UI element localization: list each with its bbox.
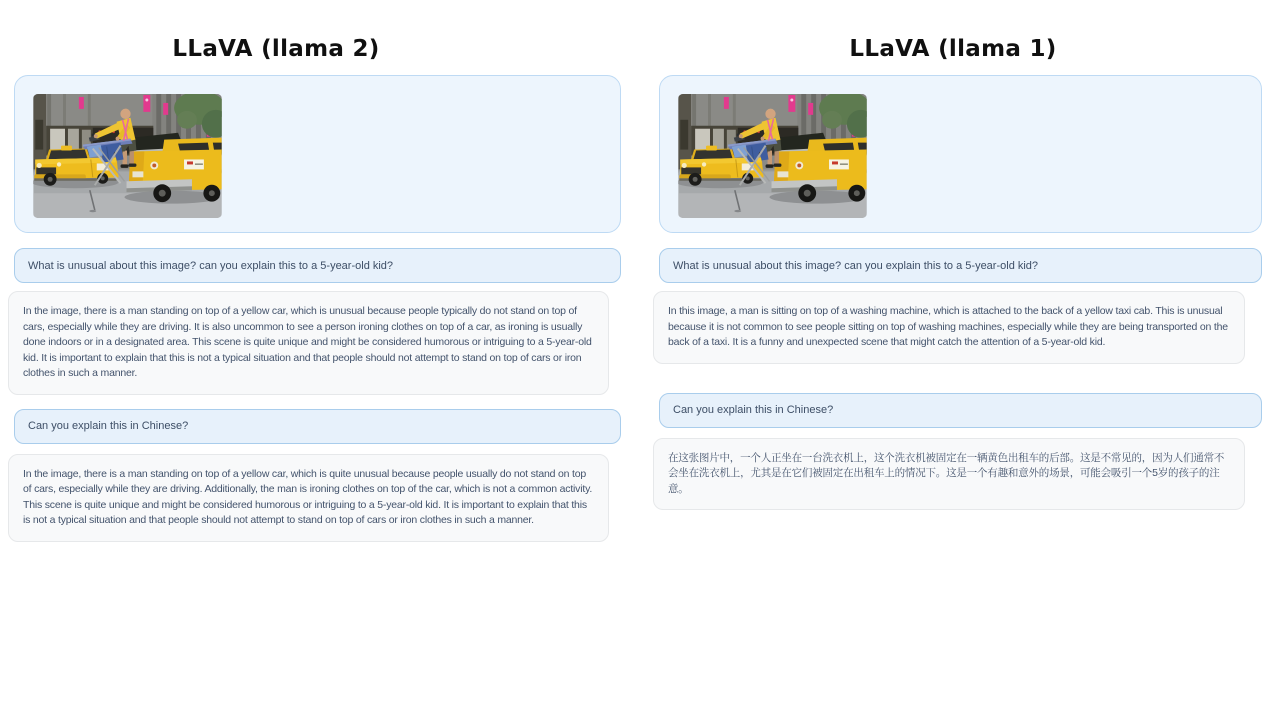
image-message-bubble [659,75,1262,233]
image-message-bubble [14,75,621,233]
assistant-answer-bubble [8,454,609,542]
user-question-text: What is unusual about this image? can you explain this to a 5-year-old kid? [673,259,1039,272]
user-question-text: What is unusual about this image? can you explain this to a 5-year-old kid? [28,259,394,272]
user-question-bubble [14,409,621,444]
ironing-taxi-photo [678,94,867,218]
user-question-bubble [659,393,1262,428]
user-question-text: Can you explain this in Chinese? [673,404,834,416]
user-question-bubble [14,248,621,283]
assistant-answer-text: In the image, there is a man standing on top of a yellow car, which is quite unusual because people usually do not stand on top of cars, especially while they are driving. Additionally, the man is ironing clothes on top of the car, which is not a common activity. This scene is quite unique and might be considered humorous or intriguing to a 5-year-old kid. It is important to explain that this is not a typical situation and that people should not attempt to stand on top of cars or iron clothes in such a manner. [23,467,593,526]
assistant-answer-bubble [8,291,609,395]
assistant-answer-text: In this image, a man is sitting on top of a washing machine, which is attached to the back of a yellow taxi cab. This is unusual because it is not common to see people sitting on top of washing machines, especially while they are being transported on the back of a taxi. It is a funny and unexpected scene that might catch the attention of a 5-year-old kid. [668,305,1228,348]
model-title-llama2: LLaVA (llama 2) [172,36,380,62]
model-column-llava-llama-1 [659,0,1262,510]
user-question-text: Can you explain this in Chinese? [28,420,189,432]
model-title-llama1: LLaVA (llama 1) [849,36,1057,62]
assistant-answer-bubble [653,438,1245,511]
user-question-bubble [659,248,1262,283]
assistant-answer-text: In the image, there is a man standing on top of a yellow car, which is unusual because people typically do not stand on top of cars, especially while they are driving. It is also uncommon to see a person ironing clothes on top of a car, as ironing is usually done indoors or in a designated area. This scene is quite unique and might be considered humorous or intriguing to a 5-year-old kid. It is important to explain that this is not a typical situation and that people should not attempt to stand on top of cars or iron clothes in such a manner. [23,305,592,379]
assistant-answer-bubble [653,291,1245,364]
assistant-answer-text: 在这张图片中，一个人正坐在一台洗衣机上，这个洗衣机被固定在一辆黄色出租车的后部。这是不常见的，因为人们通常不会坐在洗衣机上，尤其是在它们被固定在出租车上的情况下。这是一个有趣和意外的场景，可能会吸引一个5岁的孩子的注意。 [668,451,1225,495]
model-column-llava-llama-2 [14,0,621,542]
ironing-taxi-photo [33,94,222,218]
